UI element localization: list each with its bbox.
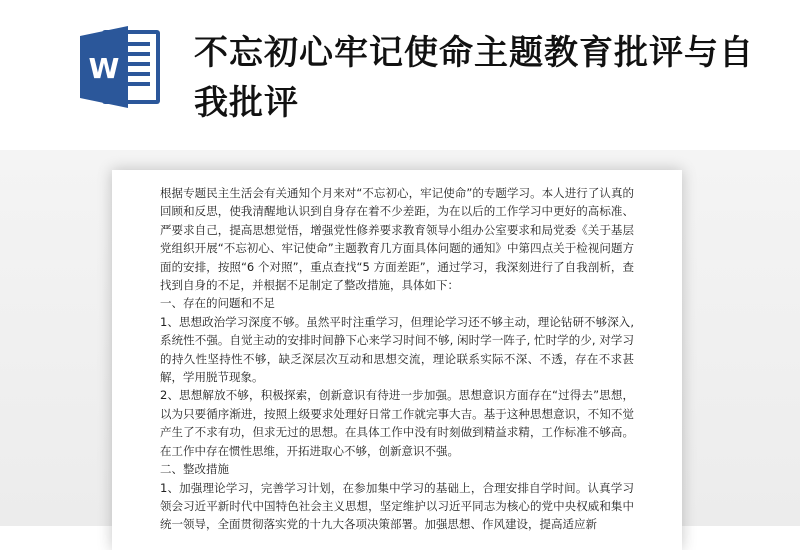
- document-page: [112, 170, 682, 550]
- paragraph-problem-2: 2、思想解放不够，积极探索，创新意识有待进一步加强。思想意识方面存在“过得去”思想，以为只要循序渐进，按照上级要求处理好日常工作就完事大吉。基于这种思想意识，不知不觉产生了不求有功，但求无过的思想。在具体工作中没有时刻做到精益求精，工作标准不够高。在工作中存在惯性思维，开拓进取心不够，创新意识不强。: [160, 388, 634, 458]
- paragraph-problem-1: 1、思想政治学习深度不够。虽然平时注重学习，但理论学习还不够主动，理论钻研不够深入, 系统性不强。自觉主动的安排时间静下心来学习时间不够, 闲时学一阵子, 忙时学的少, 对学习的持久性坚持性不够，缺乏深层次互动和思想交流，理论联系实际不深、不透，存在不求甚解，学用脱节现象。: [160, 314, 634, 385]
- intro-paragraph: 根据专题民主生活会有关通知个月来对“不忘初心，牢记使命”的专题学习。本人进行了认真的回顾和反思，使我清醒地认识到自身存在着不少差距，为在以后的工作学习中更好的高标准、严要求自己，提高思想觉悟，增强党性修养要求教育领导小组办公室要求和局党委《关于基层党组织开展“不忘初心、牢记使命”主题教育几方面具体问题的通知》中第四点关于检视问题方面的安排，按照“6 个对照”，重点查找“5 方面差距”，通过学习，我深刻进行了自我剖析，查找到自身的不足，并根据不足制定了整改措施，具体如下：: [160, 186, 634, 293]
- section-heading-problems: 一、存在的问题和不足: [160, 296, 275, 311]
- document-body: [160, 184, 634, 534]
- word-document-icon: [76, 24, 164, 110]
- section-heading-measures: 二、整改措施: [160, 462, 229, 477]
- page-title: 不忘初心牢记使命主题教育批评与自我批评: [194, 33, 754, 123]
- paragraph-measure-1: 1、加强理论学习，完善学习计划，在参加集中学习的基础上，合理安排自学时间。认真学习领会习近平新时代中国特色社会主义思想，坚定维护以习近平同志为核心的党中央权威和集中统一领导，全面贯彻落实党的十九大各项决策部署。加强思想、作风建设，提高适应新: [160, 480, 634, 532]
- word-logo-letter: W: [88, 52, 120, 85]
- header: [0, 0, 800, 150]
